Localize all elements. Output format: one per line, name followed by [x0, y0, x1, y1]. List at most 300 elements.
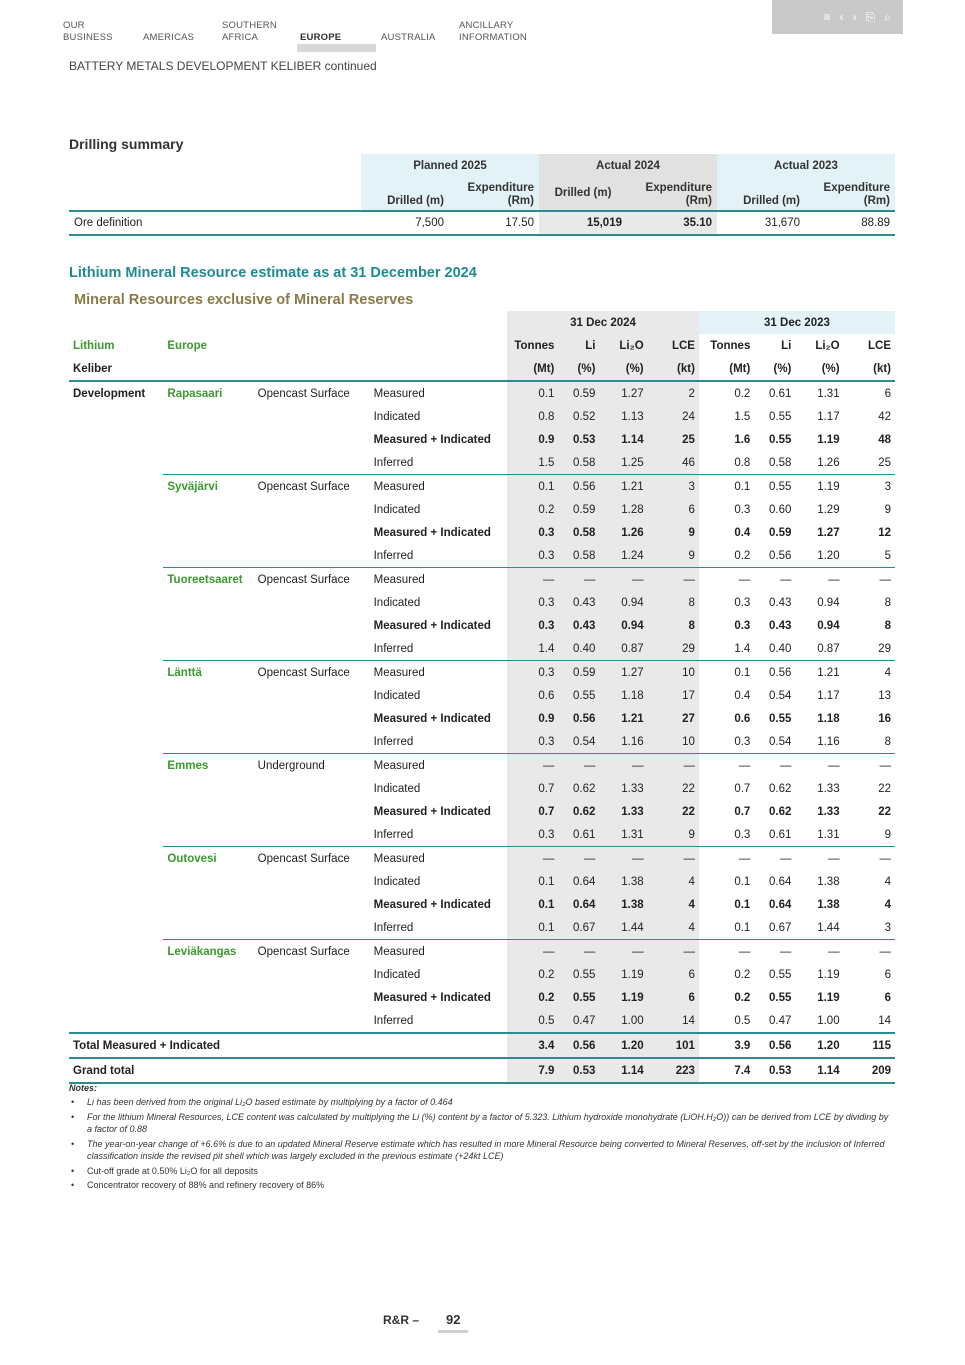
value-cell: 1.44 — [817, 921, 840, 934]
value-cell: 0.64 — [558, 870, 599, 893]
deposit-name — [163, 707, 253, 730]
table-row — [69, 800, 895, 823]
category-cell — [69, 591, 163, 614]
mining-method — [254, 637, 370, 661]
value-cell: 22 — [878, 782, 891, 795]
total-value: 101 — [648, 1033, 699, 1058]
col-expenditure: Expenditure (Rm) — [449, 178, 539, 211]
classification: Measured — [370, 940, 507, 964]
value-cell: 0.47 — [768, 1014, 792, 1027]
classification: Measured + Indicated — [373, 991, 491, 1004]
mining-method — [254, 591, 370, 614]
value-cell: 0.54 — [768, 689, 792, 702]
table-row — [69, 405, 895, 428]
value-cell: 0.55 — [768, 433, 792, 446]
nav-americas[interactable]: AMERICAS — [143, 32, 195, 43]
value-cell: 0.7 — [734, 782, 751, 795]
value-cell: 0.8 — [507, 405, 558, 428]
cell: 88.89 — [805, 211, 895, 235]
value-cell: 0.3 — [507, 544, 558, 568]
value-cell: 4 — [648, 916, 699, 940]
notes-title: Notes: — [69, 1083, 98, 1093]
value-cell: 1.27 — [599, 381, 647, 405]
table-row — [69, 940, 895, 964]
classification: Measured — [370, 568, 507, 592]
search-icon[interactable]: ⌕ — [884, 10, 891, 24]
menu-icon[interactable]: ≡ — [823, 10, 831, 24]
value-cell: 1.17 — [817, 689, 840, 702]
value-cell: 0.1 — [507, 870, 558, 893]
classification: Measured — [370, 847, 507, 871]
table-row — [69, 707, 895, 730]
deposit-name: Emmes — [163, 754, 253, 778]
value-cell: 0.7 — [507, 800, 558, 823]
value-cell: — — [558, 568, 599, 592]
mining-method — [254, 800, 370, 823]
value-cell: 22 — [648, 777, 699, 800]
notes — [69, 1083, 895, 1194]
value-cell: 1.19 — [817, 991, 840, 1004]
value-cell: 0.47 — [558, 1009, 599, 1033]
table-row — [69, 475, 895, 499]
deposit-name — [163, 637, 253, 661]
table-row — [69, 544, 895, 568]
note-item: • Cut-off grade at 0.50% Li₂O for all deposits — [69, 1165, 895, 1178]
mining-method — [254, 777, 370, 800]
value-cell: 1.17 — [817, 410, 840, 423]
total-value: 3.9 — [699, 1033, 754, 1058]
category-cell — [69, 405, 163, 428]
value-cell: 0.55 — [768, 991, 792, 1004]
value-cell: 1.31 — [817, 828, 840, 841]
deposit-name — [163, 1009, 253, 1033]
value-cell: 0.2 — [734, 968, 751, 981]
classification: Indicated — [373, 968, 421, 981]
value-cell: — — [599, 847, 647, 871]
category-cell — [69, 777, 163, 800]
unit-header: (Mt) — [507, 357, 558, 381]
nav-europe[interactable]: EUROPE — [300, 32, 342, 43]
col-drilled: Drilled (m) — [717, 178, 805, 211]
table-row — [69, 428, 895, 451]
value-cell: 1.00 — [599, 1009, 647, 1033]
page-subtitle: BATTERY METALS DEVELOPMENT KELIBER continued — [69, 59, 377, 73]
value-cell: — — [754, 847, 795, 871]
category-cell — [69, 544, 163, 568]
col-header: Tonnes — [507, 334, 558, 357]
value-cell: 10 — [648, 661, 699, 685]
value-cell: 13 — [878, 689, 891, 702]
category-cell — [69, 498, 163, 521]
category-cell — [69, 870, 163, 893]
value-cell: 0.58 — [558, 521, 599, 544]
value-cell: 1.21 — [599, 707, 647, 730]
value-cell: 0.1 — [507, 893, 558, 916]
value-cell: 0.55 — [768, 968, 792, 981]
table-row — [69, 591, 895, 614]
col-header: LCE — [648, 334, 699, 357]
deposit-name: Leviäkangas — [163, 940, 253, 964]
value-cell: 8 — [884, 619, 891, 632]
classification: Indicated — [373, 782, 421, 795]
col-header: Li — [781, 339, 792, 352]
value-cell: 0.52 — [558, 405, 599, 428]
value-cell: 1.20 — [817, 549, 840, 562]
value-cell: 1.31 — [599, 823, 647, 847]
category-cell — [69, 730, 163, 754]
value-cell: 4 — [884, 898, 891, 911]
value-cell: 29 — [878, 642, 891, 655]
col-header: Li — [558, 334, 599, 357]
deposit-name — [163, 893, 253, 916]
value-cell: 8 — [648, 591, 699, 614]
value-cell: 1.00 — [817, 1014, 840, 1027]
value-cell: 0.56 — [754, 661, 795, 685]
value-cell: — — [754, 568, 795, 592]
classification: Inferred — [373, 735, 414, 748]
table-row — [69, 614, 895, 637]
classification: Inferred — [373, 921, 414, 934]
classification: Measured — [370, 475, 507, 499]
value-cell: 1.18 — [599, 684, 647, 707]
value-cell: 1.5 — [734, 410, 751, 423]
classification: Indicated — [373, 503, 421, 516]
deposit-name — [163, 684, 253, 707]
value-cell: 0.61 — [768, 387, 792, 400]
value-cell: 8 — [884, 596, 891, 609]
category-cell — [69, 916, 163, 940]
total-value: 1.14 — [599, 1058, 647, 1083]
classification: Measured + Indicated — [373, 526, 491, 539]
commodity-label: Lithium — [73, 339, 115, 352]
col-expenditure: Expenditure (Rm) — [805, 178, 895, 211]
deposit-name — [163, 730, 253, 754]
copy-icon[interactable]: ⎘ — [865, 10, 876, 24]
value-cell: 22 — [878, 805, 891, 818]
value-cell: 9 — [884, 828, 891, 841]
value-cell: 0.56 — [558, 475, 599, 499]
classification: Indicated — [373, 596, 421, 609]
table-row — [69, 986, 895, 1009]
value-cell: 0.62 — [558, 777, 599, 800]
mining-method: Opencast Surface — [254, 847, 370, 871]
value-cell: 0.87 — [817, 642, 840, 655]
total-value: 0.53 — [558, 1058, 599, 1083]
total-row — [69, 1033, 895, 1058]
value-cell: 0.55 — [768, 712, 792, 725]
value-cell: 1.33 — [817, 805, 840, 818]
value-cell: — — [648, 568, 699, 592]
value-cell: 0.3 — [507, 614, 558, 637]
value-cell: 4 — [648, 870, 699, 893]
value-cell: 0.9 — [507, 707, 558, 730]
value-cell: 0.67 — [768, 921, 792, 934]
mining-method: Opencast Surface — [254, 475, 370, 499]
value-cell: 4 — [884, 875, 891, 888]
value-cell: 0.64 — [558, 893, 599, 916]
value-cell: 0.58 — [558, 451, 599, 475]
cell: 15,019 — [539, 211, 627, 235]
value-cell: 0.62 — [558, 800, 599, 823]
value-cell: 3 — [884, 921, 891, 934]
value-cell: 0.1 — [699, 475, 754, 499]
col-expenditure: Expenditure (Rm) — [627, 178, 717, 211]
value-cell: 0.7 — [507, 777, 558, 800]
nav-our-business[interactable]: OUR BUSINESS — [63, 20, 113, 43]
value-cell: 4 — [648, 893, 699, 916]
table-row — [69, 684, 895, 707]
mining-method: Opencast Surface — [254, 940, 370, 964]
table-row — [69, 661, 895, 685]
classification: Measured + Indicated — [373, 712, 491, 725]
value-cell: — — [507, 940, 558, 964]
group-actual-2024: Actual 2024 — [539, 154, 717, 178]
unit-header: (kt) — [648, 357, 699, 381]
value-cell: 0.4 — [734, 689, 751, 702]
value-cell: 0.55 — [768, 410, 792, 423]
value-cell: 1.31 — [817, 387, 840, 400]
region-label: Europe — [167, 339, 208, 352]
value-cell: — — [699, 568, 754, 592]
col-header: Li₂O — [815, 339, 840, 352]
value-cell: — — [795, 568, 843, 592]
total-value: 115 — [844, 1033, 895, 1058]
mineral-resource-table — [69, 311, 895, 1084]
category-cell — [69, 568, 163, 592]
value-cell: — — [507, 847, 558, 871]
mining-method: Opencast Surface — [254, 568, 370, 592]
total-value: 0.56 — [558, 1033, 599, 1058]
nav-ancillary-information[interactable]: ANCILLARY INFORMATION — [459, 20, 527, 43]
chevron-right-icon[interactable]: › — [852, 10, 857, 24]
category-cell — [69, 800, 163, 823]
category-cell — [69, 614, 163, 637]
value-cell: 0.1 — [507, 381, 558, 405]
value-cell: 0.54 — [768, 735, 792, 748]
nav-toolbar — [772, 0, 903, 34]
classification: Measured + Indicated — [373, 619, 491, 632]
value-cell: 5 — [884, 549, 891, 562]
value-cell: 1.4 — [507, 637, 558, 661]
value-cell: 0.1 — [734, 875, 751, 888]
mining-method: Underground — [254, 754, 370, 778]
value-cell: 1.27 — [599, 661, 647, 685]
value-cell: 4 — [844, 661, 895, 685]
value-cell: 0.1 — [699, 661, 754, 685]
value-cell: 0.55 — [558, 986, 599, 1009]
value-cell: 1.6 — [734, 433, 751, 446]
value-cell: 0.3 — [734, 503, 751, 516]
table-row — [69, 823, 895, 847]
group-31-dec-2023: 31 Dec 2023 — [699, 311, 895, 334]
value-cell: 0.94 — [599, 591, 647, 614]
table-row — [69, 637, 895, 661]
value-cell: 0.3 — [507, 823, 558, 847]
value-cell: 1.16 — [599, 730, 647, 754]
value-cell: 8 — [884, 735, 891, 748]
value-cell: 1.18 — [817, 712, 840, 725]
nav-southern-africa[interactable]: SOUTHERN AFRICA — [222, 20, 277, 43]
value-cell: 0.59 — [558, 661, 599, 685]
deposit-name — [163, 870, 253, 893]
category-cell — [69, 940, 163, 964]
table-row — [69, 893, 895, 916]
table-row — [69, 521, 895, 544]
mining-method — [254, 544, 370, 568]
mining-method — [254, 730, 370, 754]
value-cell: 9 — [648, 544, 699, 568]
value-cell: 6 — [648, 986, 699, 1009]
classification: Indicated — [373, 875, 421, 888]
value-cell: 0.55 — [754, 475, 795, 499]
value-cell: 1.38 — [817, 898, 840, 911]
value-cell: 0.61 — [768, 828, 792, 841]
value-cell: 14 — [648, 1009, 699, 1033]
cell: 31,670 — [717, 211, 805, 235]
drilling-summary-table — [69, 154, 895, 236]
value-cell: 1.33 — [817, 782, 840, 795]
value-cell: 0.40 — [558, 637, 599, 661]
value-cell: 1.26 — [599, 521, 647, 544]
value-cell: 0.40 — [768, 642, 792, 655]
table-row — [69, 730, 895, 754]
value-cell: 0.3 — [507, 591, 558, 614]
total-value: 1.14 — [795, 1058, 843, 1083]
note-item: • Concentrator recovery of 88% and refinery recovery of 86% — [69, 1179, 895, 1192]
value-cell: 0.2 — [734, 991, 751, 1004]
group-planned-2025: Planned 2025 — [361, 154, 539, 178]
col-header: LCE — [868, 339, 891, 352]
deposit-name — [163, 963, 253, 986]
category-cell: Development — [73, 387, 146, 400]
value-cell: — — [754, 940, 795, 964]
unit-header: (Mt) — [699, 357, 754, 381]
value-cell: 0.3 — [734, 828, 751, 841]
value-cell: 17 — [648, 684, 699, 707]
nav-australia[interactable]: AUSTRALIA — [381, 32, 436, 43]
value-cell: 1.21 — [599, 475, 647, 499]
col-drilled: Drilled (m) — [539, 178, 627, 211]
classification: Inferred — [373, 642, 414, 655]
deposit-name: Tuoreetsaaret — [163, 568, 253, 592]
value-cell: 1.4 — [734, 642, 751, 655]
value-cell: 0.58 — [558, 544, 599, 568]
value-cell: 24 — [648, 405, 699, 428]
value-cell: 9 — [648, 823, 699, 847]
value-cell: 1.25 — [599, 451, 647, 475]
value-cell: 0.55 — [558, 963, 599, 986]
table-row — [69, 381, 895, 405]
total-value: 1.20 — [795, 1033, 843, 1058]
value-cell: 0.54 — [558, 730, 599, 754]
mining-method: Opencast Surface — [254, 661, 370, 685]
value-cell: 42 — [878, 410, 891, 423]
mining-method — [254, 893, 370, 916]
mining-method — [254, 405, 370, 428]
deposit-name — [163, 800, 253, 823]
total-value: 7.9 — [507, 1058, 558, 1083]
chevron-left-icon[interactable]: ‹ — [839, 10, 844, 24]
category-cell — [69, 684, 163, 707]
value-cell: — — [599, 568, 647, 592]
value-cell: — — [844, 940, 895, 964]
value-cell: 6 — [884, 991, 891, 1004]
value-cell: 1.19 — [817, 968, 840, 981]
table-row — [69, 916, 895, 940]
category-cell — [69, 637, 163, 661]
total-value: 209 — [844, 1058, 895, 1083]
value-cell: — — [795, 847, 843, 871]
value-cell: — — [558, 940, 599, 964]
total-row — [69, 1058, 895, 1083]
table-row — [69, 1009, 895, 1033]
deposit-name — [163, 823, 253, 847]
operation-label: Keliber — [69, 357, 507, 381]
note-item: • Li has been derived from the original Li₂O based estimate by multiplying by a factor of 0.464 — [69, 1096, 895, 1109]
classification: Measured + Indicated — [373, 898, 491, 911]
value-cell: 12 — [878, 526, 891, 539]
value-cell: 1.38 — [817, 875, 840, 888]
mining-method: Opencast Surface — [257, 387, 350, 400]
classification: Measured — [370, 661, 507, 685]
value-cell: 0.2 — [507, 986, 558, 1009]
cell: 17.50 — [449, 211, 539, 235]
table-row — [69, 451, 895, 475]
value-cell: 1.24 — [599, 544, 647, 568]
classification: Inferred — [373, 1014, 414, 1027]
value-cell: 0.5 — [507, 1009, 558, 1033]
classification: Measured + Indicated — [373, 805, 491, 818]
value-cell: 0.2 — [507, 963, 558, 986]
total-value: 0.53 — [754, 1058, 795, 1083]
deposit-name — [163, 591, 253, 614]
value-cell: 10 — [648, 730, 699, 754]
classification: Measured + Indicated — [373, 433, 491, 446]
classification: Inferred — [373, 828, 414, 841]
value-cell: 25 — [878, 456, 891, 469]
cell: 35.10 — [627, 211, 717, 235]
value-cell: 3 — [844, 475, 895, 499]
row-label: Ore definition — [69, 211, 361, 235]
value-cell: 0.43 — [558, 591, 599, 614]
mining-method — [254, 986, 370, 1009]
category-cell — [69, 521, 163, 544]
value-cell: 0.3 — [507, 730, 558, 754]
value-cell: — — [795, 940, 843, 964]
value-cell: 9 — [648, 521, 699, 544]
category-cell — [69, 754, 163, 778]
category-cell — [69, 823, 163, 847]
value-cell: 0.61 — [558, 823, 599, 847]
total-value: 1.20 — [599, 1033, 647, 1058]
value-cell: — — [844, 847, 895, 871]
value-cell: 29 — [648, 637, 699, 661]
unit-header: (%) — [754, 357, 795, 381]
mining-method — [254, 1009, 370, 1033]
value-cell: 0.94 — [599, 614, 647, 637]
footer — [383, 1312, 461, 1327]
value-cell: 0.1 — [507, 916, 558, 940]
value-cell: — — [599, 940, 647, 964]
value-cell: 1.19 — [599, 986, 647, 1009]
value-cell: 8 — [648, 614, 699, 637]
value-cell: 0.4 — [734, 526, 751, 539]
category-cell — [69, 428, 163, 451]
value-cell: 0.55 — [558, 684, 599, 707]
value-cell: 0.3 — [734, 596, 751, 609]
unit-header: (kt) — [844, 357, 895, 381]
value-cell: 0.60 — [768, 503, 792, 516]
